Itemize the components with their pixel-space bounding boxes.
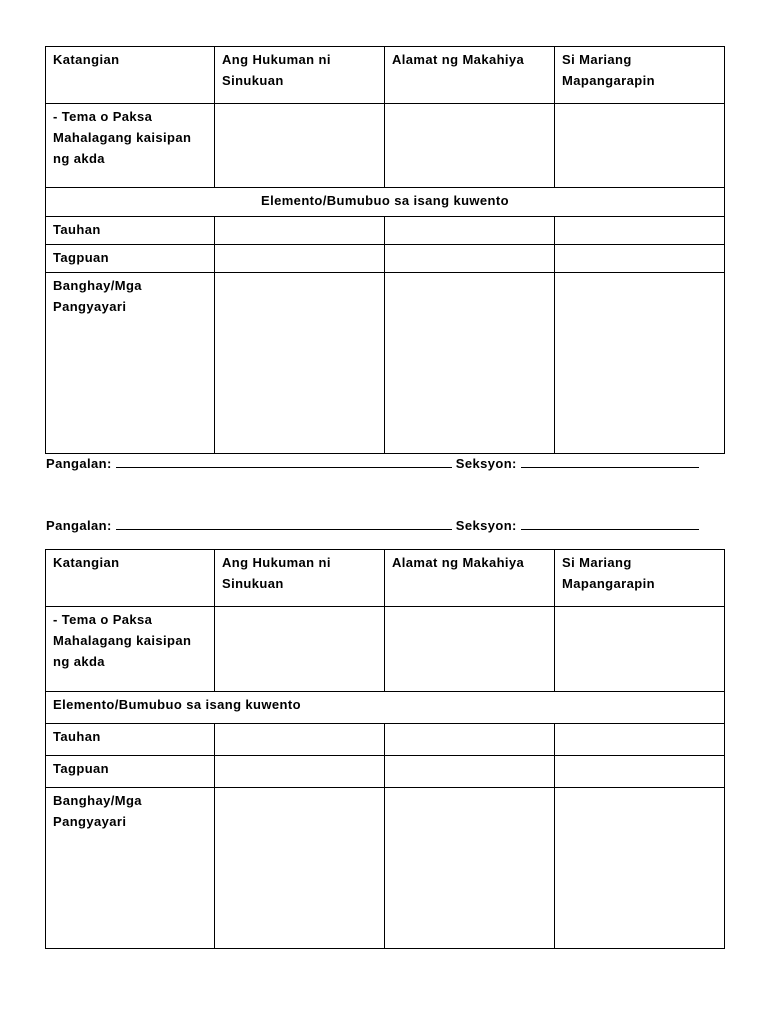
answer-cell[interactable] [385, 217, 555, 245]
table-row [46, 273, 725, 454]
table-row [46, 756, 725, 788]
header-cell-katangian: Katangian [46, 47, 215, 104]
section-row [46, 692, 725, 724]
worksheet-table-bottom [45, 549, 725, 949]
answer-cell[interactable] [555, 756, 725, 788]
header-cell-story-2: Alamat ng Makahiya [385, 47, 555, 104]
section-label: Elemento/Bumubuo sa isang kuwento [46, 692, 725, 724]
answer-cell[interactable] [555, 788, 725, 949]
answer-cell[interactable] [215, 756, 385, 788]
header-cell-story-1: Ang Hukuman ni Sinukuan [215, 550, 385, 607]
answer-cell[interactable] [215, 607, 385, 692]
answer-cell[interactable] [555, 217, 725, 245]
answer-cell[interactable] [385, 273, 555, 454]
name-line-bottom [46, 518, 699, 533]
answer-cell[interactable] [385, 245, 555, 273]
header-cell-story-3: Si Mariang Mapangarapin [555, 47, 725, 104]
answer-cell[interactable] [385, 104, 555, 188]
header-cell-story-3: Si Mariang Mapangarapin [555, 550, 725, 607]
header-cell-story-2: Alamat ng Makahiya [385, 550, 555, 607]
pangalan-label: Pangalan: [46, 518, 112, 533]
answer-cell[interactable] [215, 788, 385, 949]
answer-cell[interactable] [215, 245, 385, 273]
table-row [46, 724, 725, 756]
answer-cell[interactable] [215, 273, 385, 454]
answer-cell[interactable] [215, 104, 385, 188]
table-row [46, 788, 725, 949]
header-row [46, 47, 725, 104]
pangalan-blank[interactable] [116, 519, 452, 530]
answer-cell[interactable] [555, 245, 725, 273]
answer-cell[interactable] [555, 104, 725, 188]
row-label-tagpuan: Tagpuan [46, 756, 215, 788]
table-row [46, 245, 725, 273]
header-cell-story-1: Ang Hukuman ni Sinukuan [215, 47, 385, 104]
section-label: Elemento/Bumubuo sa isang kuwento [46, 188, 725, 217]
answer-cell[interactable] [555, 607, 725, 692]
tema-row-label: - Tema o Paksa Mahalagang kaisipan ng akda [46, 607, 215, 692]
answer-cell[interactable] [385, 756, 555, 788]
table-row [46, 217, 725, 245]
seksyon-blank[interactable] [521, 457, 699, 468]
table-row [46, 607, 725, 692]
seksyon-label: Seksyon: [455, 456, 517, 471]
pangalan-blank[interactable] [116, 457, 452, 468]
answer-cell[interactable] [385, 788, 555, 949]
tema-row-label: - Tema o Paksa Mahalagang kaisipan ng akda [46, 104, 215, 188]
seksyon-label: Seksyon: [455, 518, 517, 533]
answer-cell[interactable] [555, 724, 725, 756]
header-cell-katangian: Katangian [46, 550, 215, 607]
answer-cell[interactable] [215, 724, 385, 756]
row-label-banghay: Banghay/Mga Pangyayari [46, 788, 215, 949]
header-row [46, 550, 725, 607]
seksyon-blank[interactable] [521, 519, 699, 530]
answer-cell[interactable] [385, 607, 555, 692]
row-label-banghay: Banghay/Mga Pangyayari [46, 273, 215, 454]
section-row [46, 188, 725, 217]
row-label-tauhan: Tauhan [46, 217, 215, 245]
row-label-tauhan: Tauhan [46, 724, 215, 756]
worksheet-table-top [45, 46, 725, 454]
answer-cell[interactable] [555, 273, 725, 454]
name-line-top [46, 456, 699, 471]
pangalan-label: Pangalan: [46, 456, 112, 471]
answer-cell[interactable] [385, 724, 555, 756]
answer-cell[interactable] [215, 217, 385, 245]
row-label-tagpuan: Tagpuan [46, 245, 215, 273]
table-row [46, 104, 725, 188]
